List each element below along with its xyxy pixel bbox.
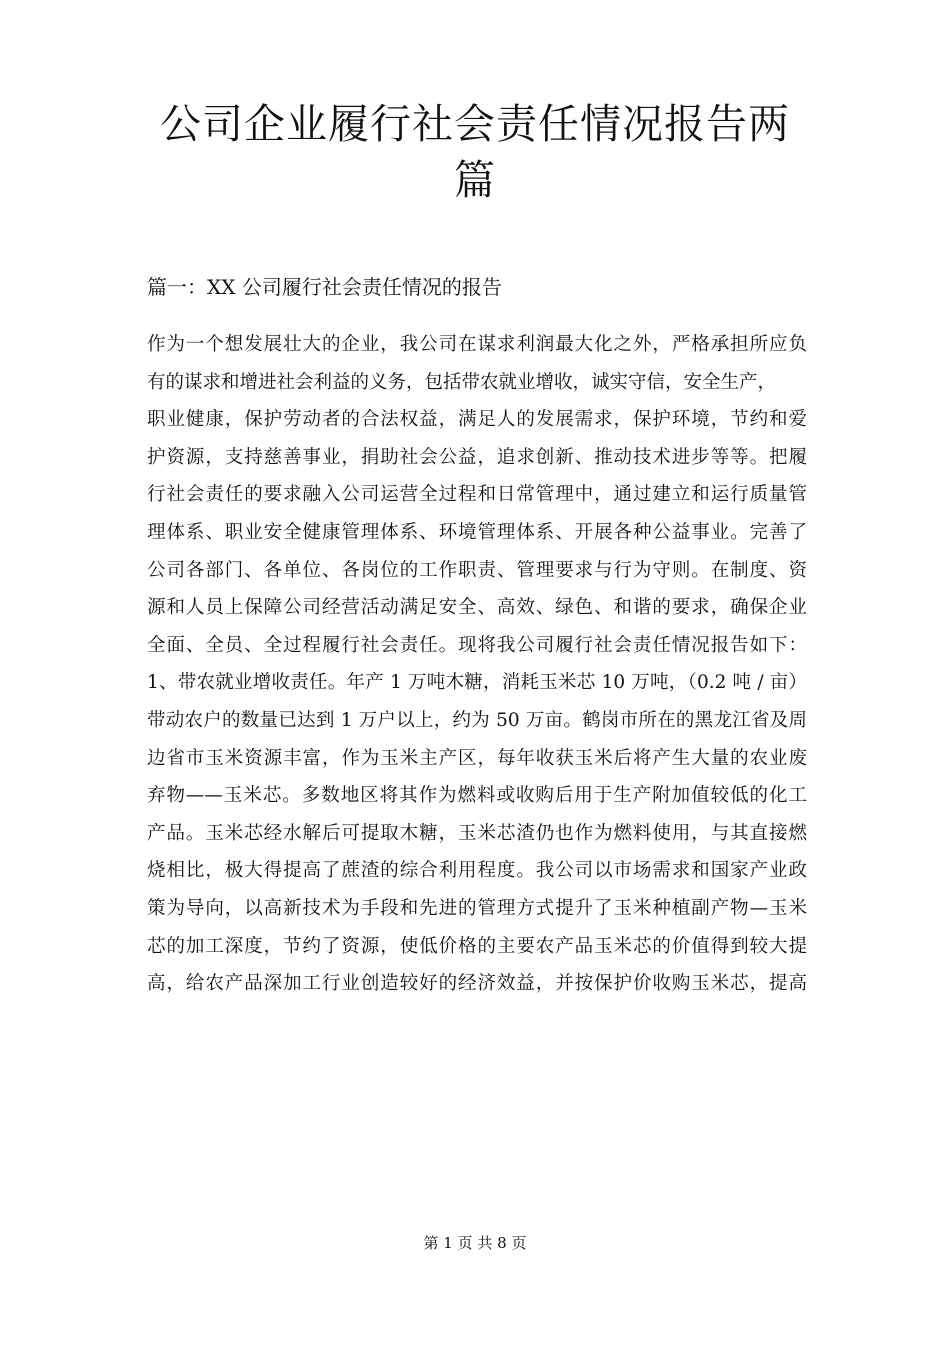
section-heading: 篇一：XX 公司履行社会责任情况的报告 bbox=[147, 275, 502, 299]
body-line: 边省市玉米资源丰富，作为玉米主产区，每年收获玉米后将产生大量的农业废 bbox=[147, 747, 807, 769]
body-line: 高，给农产品深加工行业创造较好的经济效益，并按保护价收购玉米芯，提高 bbox=[147, 973, 807, 995]
body-line: 护资源，支持慈善事业，捐助社会公益，追求创新、推动技术进步等等。把履 bbox=[147, 446, 807, 468]
body-line: 产品。玉米芯经水解后可提取木糖，玉米芯渣仍也作为燃料使用，与其直接燃 bbox=[147, 822, 807, 844]
page-number-footer: 第 1 页 共 8 页 bbox=[423, 1234, 527, 1252]
body-line: 理体系、职业安全健康管理体系、环境管理体系、开展各种公益事业。完善了 bbox=[147, 521, 807, 543]
title-line-2: 篇 bbox=[454, 156, 496, 204]
body-line: 有的谋求和增进社会利益的义务，包括带农就业增收，诚实守信，安全生产， bbox=[147, 371, 777, 393]
body-line: 带动农户的数量已达到 1 万户以上，约为 50 万亩。鹤岗市所在的黑龙江省及周 bbox=[147, 709, 807, 731]
body-line: 烧相比，极大得提高了蔗渣的综合利用程度。我公司以市场需求和国家产业政 bbox=[147, 860, 807, 882]
body-line: 作为一个想发展壮大的企业，我公司在谋求利润最大化之外，严格承担所应负 bbox=[147, 334, 807, 355]
body-line: 全面、全员、全过程履行社会责任。现将我公司履行社会责任情况报告如下： bbox=[147, 634, 807, 656]
body-line: 1、带农就业增收责任。年产 1 万吨木糖，消耗玉米芯 10 万吨，（0.2 吨 / 亩） bbox=[147, 672, 807, 694]
body-paragraph bbox=[147, 326, 807, 1003]
body-line: 职业健康，保护劳动者的合法权益，满足人的发展需求，保护环境，节约和爱 bbox=[147, 409, 807, 431]
body-line: 源和人员上保障公司经营活动满足安全、高效、绿色、和谐的要求，确保企业 bbox=[147, 597, 807, 619]
body-line: 策为导向，以高新技术为手段和先进的管理方式提升了玉米种植副产物—玉米 bbox=[147, 897, 807, 919]
title-line-1: 公司企业履行社会责任情况报告两 bbox=[160, 100, 790, 148]
body-line: 公司各部门、各单位、各岗位的工作职责、管理要求与行为守则。在制度、资 bbox=[147, 559, 807, 581]
body-line: 行社会责任的要求融入公司运营全过程和日常管理中，通过建立和运行质量管 bbox=[147, 484, 807, 506]
body-line: 芯的加工深度，节约了资源，使低价格的主要农产品玉米芯的价值得到较大提 bbox=[147, 935, 807, 957]
document-title bbox=[100, 96, 850, 208]
body-line: 弃物——玉米芯。多数地区将其作为燃料或收购后用于生产附加值较低的化工 bbox=[147, 785, 807, 807]
